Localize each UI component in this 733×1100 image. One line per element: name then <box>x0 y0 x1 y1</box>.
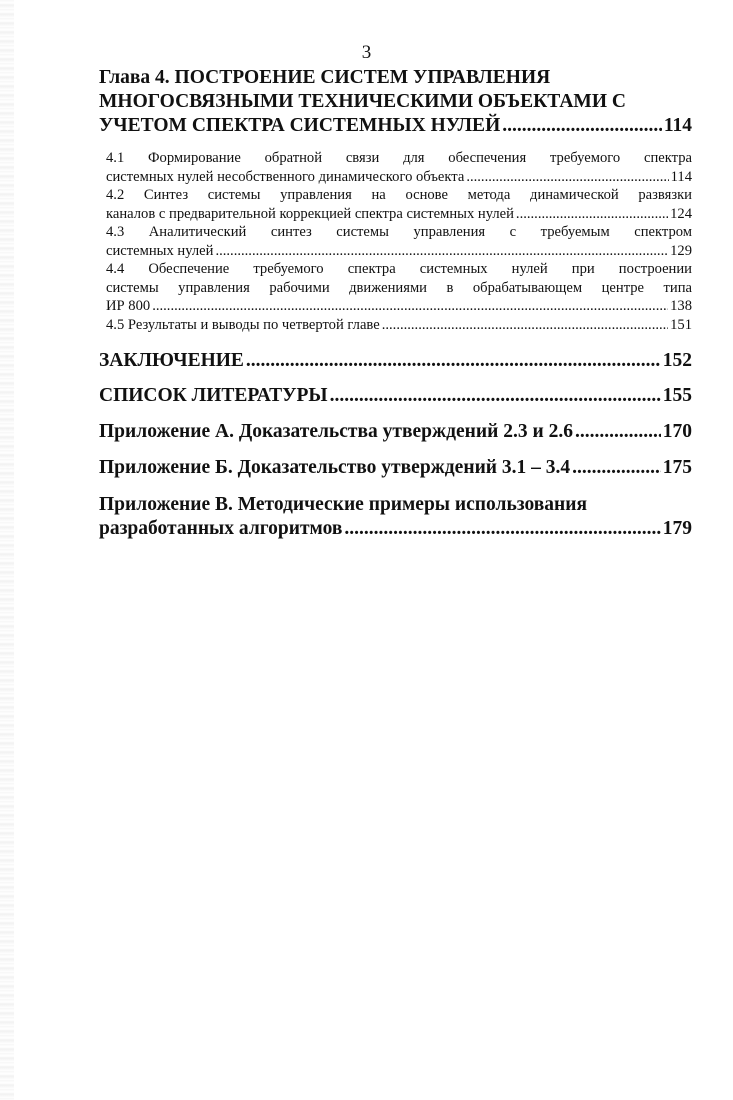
entry-line <box>99 456 692 480</box>
section-last-line <box>106 242 692 261</box>
page-ref: 138 <box>670 298 692 314</box>
toc-entry-section-4-3[interactable] <box>106 223 692 260</box>
dot-leader <box>152 297 668 316</box>
toc-entry-section-4-2[interactable] <box>106 186 692 223</box>
dot-leader <box>572 456 661 480</box>
section-last-line <box>106 316 692 335</box>
section-text: ИР 800 <box>106 298 151 314</box>
section-last-line <box>106 205 692 224</box>
section-text: системных нулей несобственного динамического объекта <box>106 168 465 185</box>
dot-leader <box>382 316 668 335</box>
section-last-line <box>106 297 692 316</box>
page-ref: 151 <box>670 316 692 333</box>
section-line: системы управления рабочими движениями в обрабатывающем центре типа <box>106 279 692 296</box>
toc-entry-section-4-5[interactable] <box>106 316 692 335</box>
section-line: 4.3 Аналитический синтез системы управления с требуемым спектром <box>106 224 692 240</box>
dot-leader <box>215 242 668 261</box>
page-ref: 179 <box>662 518 692 539</box>
scan-edge-artifact <box>0 0 14 1100</box>
entry-text: Приложение Б. Доказательство утверждений 3.1 – 3.4 <box>99 457 571 478</box>
entry-line <box>99 349 692 373</box>
page-ref: 155 <box>662 385 692 406</box>
chapter-4-sections <box>99 149 692 334</box>
entry-text: ЗАКЛЮЧЕНИЕ <box>99 350 244 371</box>
toc-entry-conclusion[interactable] <box>99 349 692 373</box>
page-ref: 114 <box>663 115 692 136</box>
page-ref: 170 <box>662 421 692 442</box>
entry-line: Приложение В. Методические примеры использования <box>99 494 588 515</box>
page-ref: 175 <box>662 457 692 478</box>
toc-entry-appendix-a[interactable] <box>99 420 692 444</box>
section-last-line <box>106 168 692 187</box>
toc-entry-section-4-4[interactable] <box>106 260 692 316</box>
chapter-title-line: МНОГОСВЯЗНЫМИ ТЕХНИЧЕСКИМИ ОБЪЕКТАМИ С <box>99 91 626 112</box>
section-line: 4.4 Обеспечение требуемого спектра системных нулей при построении <box>106 261 692 277</box>
entry-line <box>99 420 692 444</box>
page-ref: 129 <box>670 242 692 259</box>
chapter-title-last-line <box>99 114 692 138</box>
table-of-contents <box>99 66 692 541</box>
entry-text: СПИСОК ЛИТЕРАТУРЫ <box>99 385 328 406</box>
dot-leader <box>502 114 662 138</box>
toc-entry-section-4-1[interactable] <box>106 149 692 186</box>
page-ref: 152 <box>662 350 692 371</box>
page-number: 3 <box>361 42 372 63</box>
toc-entry-references[interactable] <box>99 384 692 408</box>
page-ref: 124 <box>670 205 692 222</box>
dot-leader <box>516 205 668 224</box>
entry-last-line <box>99 517 692 541</box>
entry-text: Приложение А. Доказательства утверждений 2.3 и 2.6 <box>99 421 573 442</box>
dot-leader <box>330 384 661 408</box>
section-text: системных нулей <box>106 242 214 259</box>
section-text: 4.5 Результаты и выводы по четвертой главе <box>106 316 380 333</box>
section-line: 4.2 Синтез системы управления на основе метода динамической развязки <box>106 187 692 203</box>
entry-line <box>99 384 692 408</box>
chapter-title-line: Глава 4. ПОСТРОЕНИЕ СИСТЕМ УПРАВЛЕНИЯ <box>99 67 551 88</box>
dot-leader <box>575 420 661 444</box>
toc-entry-chapter-4[interactable] <box>99 66 692 138</box>
page-ref: 114 <box>670 168 692 185</box>
section-line: 4.1 Формирование обратной связи для обеспечения требуемого спектра <box>106 150 692 166</box>
entry-text: разработанных алгоритмов <box>99 518 343 539</box>
dot-leader <box>246 349 661 373</box>
dot-leader <box>344 517 660 541</box>
toc-entry-appendix-b[interactable] <box>99 456 692 480</box>
toc-entry-appendix-v[interactable] <box>99 493 692 541</box>
dot-leader <box>466 168 668 187</box>
section-text: каналов с предварительной коррекцией спектра системных нулей <box>106 205 514 222</box>
chapter-title-text: УЧЕТОМ СПЕКТРА СИСТЕМНЫХ НУЛЕЙ <box>99 115 501 136</box>
